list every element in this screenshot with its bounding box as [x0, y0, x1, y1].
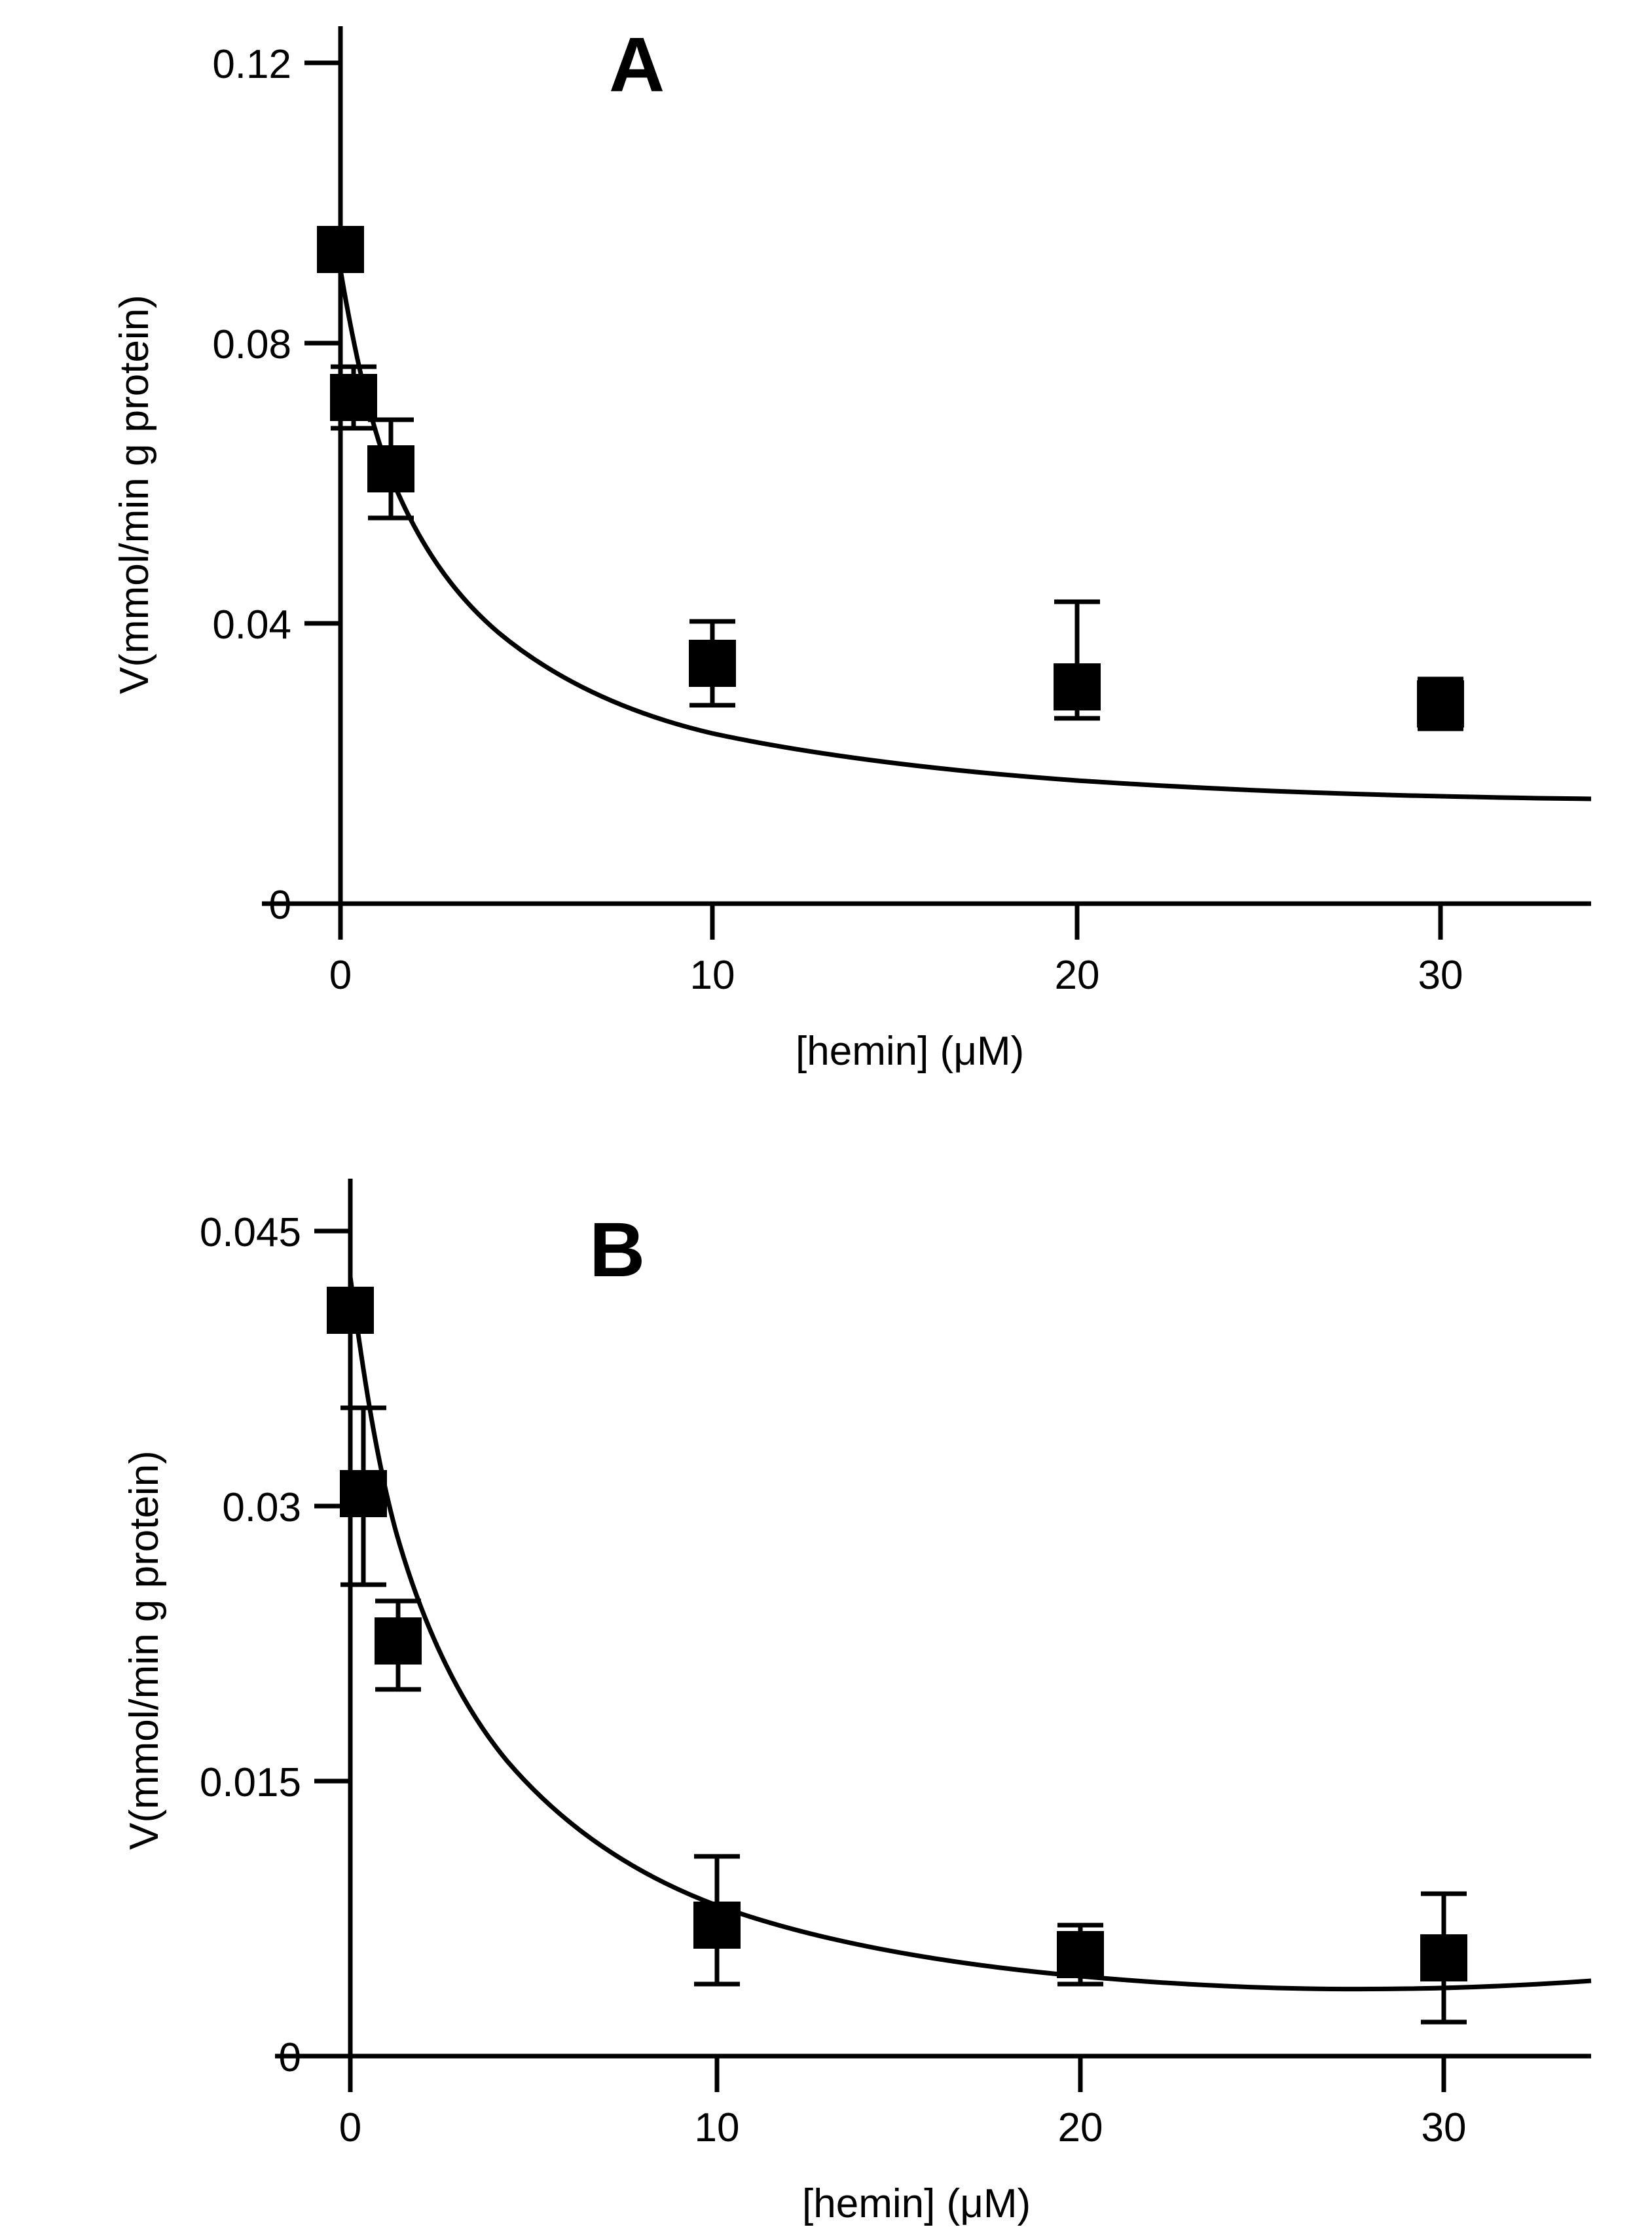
chart-panel-b: [0, 1113, 1652, 2226]
x-tick-label-b-3: 30: [1421, 2105, 1467, 2150]
y-axis-label-a: V(mmol/min g protein): [112, 295, 157, 694]
y-tick-label-b-3: 0.045: [199, 1210, 301, 1255]
x-axis-label-b: [hemin] (μM): [802, 2181, 1031, 2226]
y-tick-label-b-0: 0: [278, 2035, 301, 2080]
x-tick-label-b-1: 10: [694, 2105, 740, 2150]
y-tick-label-a-1: 0.04: [212, 602, 291, 648]
plot-area-b: [0, 1113, 1652, 2226]
x-tick-label-b-0: 0: [339, 2105, 362, 2150]
data-point-a-5: [1417, 679, 1464, 729]
data-point-b-1: [340, 1408, 387, 1585]
panel-letter-b: B: [589, 1207, 646, 1293]
x-axis-label-a: [hemin] (μM): [796, 1029, 1025, 1074]
data-point-a-4: [1054, 602, 1101, 718]
data-point-b-3: [693, 1856, 741, 1984]
y-axis-label-b: V(mmol/min g protein): [122, 1450, 167, 1850]
y-tick-label-b-1: 0.015: [199, 1760, 301, 1805]
y-tick-label-a-2: 0.08: [212, 322, 291, 367]
y-tick-label-b-2: 0.03: [222, 1485, 301, 1530]
fit-curve-b: [350, 1277, 1591, 1989]
data-point-b-0: [327, 1287, 374, 1334]
x-tick-label-a-1: 10: [689, 953, 735, 998]
x-tick-label-b-2: 20: [1057, 2105, 1103, 2150]
data-point-a-3: [689, 621, 736, 705]
chart-panel-a: [0, 0, 1652, 1100]
panel-letter-a: A: [609, 22, 665, 108]
x-tick-label-a-3: 30: [1418, 953, 1463, 998]
fit-curve-a: [340, 270, 1591, 799]
x-tick-label-a-0: 0: [329, 953, 352, 998]
data-point-a-0: [317, 226, 364, 273]
y-tick-label-a-0: 0: [268, 883, 291, 928]
data-point-b-2: [375, 1601, 422, 1689]
x-tick-label-a-2: 20: [1054, 953, 1100, 998]
data-point-b-5: [1420, 1894, 1467, 2022]
plot-area-a: [0, 0, 1652, 1100]
y-tick-label-a-3: 0.12: [212, 42, 291, 87]
data-point-b-4: [1057, 1925, 1104, 1984]
